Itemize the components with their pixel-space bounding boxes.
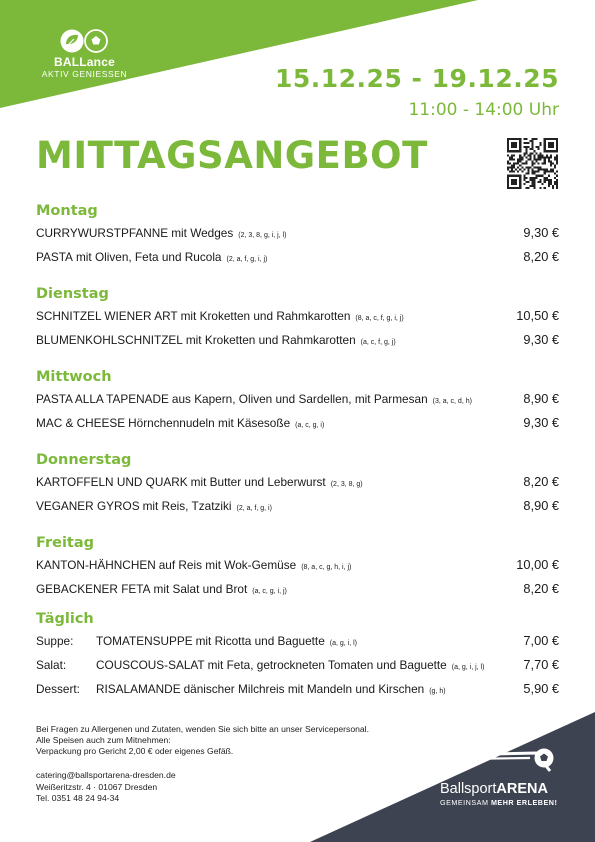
price: 8,90 € — [523, 391, 559, 406]
page-title: MITTAGSANGEBOT — [36, 134, 428, 177]
dish-name: BLUMENKOHLSCHNITZEL — [36, 333, 183, 347]
dish-name: COUSCOUS-SALAT — [96, 658, 205, 672]
dish-name: MAC & CHEESE — [36, 416, 126, 430]
arena-name-light: Ballsport — [440, 781, 497, 797]
dish-name: VEGANER GYROS — [36, 499, 140, 513]
menu-item — [36, 498, 559, 522]
price: 9,30 € — [523, 225, 559, 240]
arena-name-bold: ARENA — [496, 781, 548, 797]
dish-description: mit Feta, getrockneten Tomaten und Baguette — [207, 658, 447, 672]
menu-item — [36, 332, 559, 356]
ballance-logo-icon — [57, 28, 113, 54]
daily-item — [36, 657, 559, 681]
dish-description: mit Reis, Tzatziki — [142, 499, 232, 513]
dish-description: Hörnchennudeln mit Käsesoße — [128, 416, 291, 430]
menu-item — [36, 249, 559, 273]
day-heading: Dienstag — [36, 286, 109, 302]
info-line: Verpackung pro Gericht 2,00 € oder eigenes Gefäß. — [36, 746, 234, 756]
menu-item-text — [36, 416, 324, 430]
price: 8,20 € — [523, 474, 559, 489]
menu-item-text — [36, 499, 272, 513]
category-label: Suppe: — [36, 634, 74, 648]
menu-item — [36, 225, 559, 249]
allergen-codes: (2, 3, 8, g) — [330, 481, 363, 488]
dish-name: KARTOFFELN UND QUARK — [36, 475, 188, 489]
brand-name: BALLance — [54, 55, 115, 69]
menu-item — [36, 415, 559, 439]
dish-name: GEBACKENER FETA — [36, 582, 151, 596]
price: 8,90 € — [523, 498, 559, 513]
menu-item-text — [36, 558, 351, 572]
dish-description: mit Wedges — [171, 226, 234, 240]
daily-item — [36, 681, 559, 705]
info-line: Bei Fragen zu Allergenen und Zutaten, wenden Sie sich bitte an unser Servicepersonal. — [36, 724, 369, 734]
dish-description: auf Reis mit Wok-Gemüse — [158, 558, 297, 572]
menu-item — [36, 308, 559, 332]
menu-item — [36, 557, 559, 581]
menu-item-text — [36, 582, 287, 596]
dish-description: mit Butter und Leberwurst — [190, 475, 326, 489]
allergen-codes: (2, a, f, g, i) — [236, 505, 272, 512]
qr-code[interactable] — [507, 138, 558, 189]
dish-description: mit Salat und Brot — [153, 582, 248, 596]
ballsport-arena-logo — [440, 747, 565, 807]
menu-item-text — [36, 475, 363, 489]
allergen-codes: (8, a, c, f, g, i, j) — [355, 315, 404, 322]
menu-item — [36, 581, 559, 605]
price: 10,50 € — [516, 308, 559, 323]
allergen-codes: (a, c, f, g, j) — [360, 339, 396, 346]
dish-description: mit Ricotta und Baguette — [195, 634, 325, 648]
dish-name: PASTA ALLA TAPENADE — [36, 392, 169, 406]
menu-item-text — [36, 634, 357, 648]
price: 7,70 € — [523, 657, 559, 672]
arena-slogan-bold: MEHR ERLEBEN! — [490, 798, 558, 807]
day-section — [36, 366, 559, 439]
price: 10,00 € — [516, 557, 559, 572]
price: 9,30 € — [523, 415, 559, 430]
day-section — [36, 283, 559, 356]
time-range: 11:00 - 14:00 Uhr — [408, 100, 559, 120]
date-range: 15.12.25 - 19.12.25 — [274, 64, 559, 93]
menu-item — [36, 391, 559, 415]
dish-name: TOMATENSUPPE — [96, 634, 193, 648]
allergen-codes: (a, c, g, i, j) — [252, 588, 287, 595]
allergen-codes: (2, 3, 8, g, i, j, l) — [238, 232, 287, 239]
menu-item-text — [36, 309, 404, 323]
category-label: Salat: — [36, 658, 67, 672]
day-heading: Mittwoch — [36, 369, 112, 385]
day-heading: Freitag — [36, 535, 95, 551]
daily-heading: Täglich — [36, 611, 94, 627]
contact-address: Weißeritzstr. 4 · 01067 Dresden — [36, 781, 158, 792]
menu-item — [36, 474, 559, 498]
weekly-menu — [36, 200, 559, 615]
day-section — [36, 449, 559, 522]
dish-name: KANTON-HÄHNCHEN — [36, 558, 156, 572]
price: 9,30 € — [523, 332, 559, 347]
dish-description: mit Kroketten und Rahmkarotten — [180, 309, 351, 323]
info-line: Alle Speisen auch zum Mitnehmen: — [36, 735, 171, 745]
allergen-codes: (a, c, g, i) — [295, 422, 325, 429]
allergen-codes: (3, a, c, d, h) — [432, 398, 472, 405]
daily-section — [36, 608, 559, 705]
arena-roof-icon — [440, 747, 562, 775]
allergen-codes: (2, a, f, g, i, j) — [226, 256, 268, 263]
menu-item-text — [36, 682, 446, 696]
dish-name: PASTA — [36, 250, 73, 264]
price: 5,90 € — [523, 681, 559, 696]
contact-email[interactable]: catering@ballsportarena-dresden.de — [36, 770, 176, 780]
category-label: Dessert: — [36, 682, 80, 696]
price: 7,00 € — [523, 633, 559, 648]
menu-item-text — [36, 226, 287, 240]
dish-name: RISALAMANDE — [96, 682, 181, 696]
brand-tagline: AKTIV GENIESSEN — [41, 69, 128, 79]
dish-name: CURRYWURSTPFANNE — [36, 226, 169, 240]
arena-slogan-light: GEMEINSAM — [440, 798, 489, 807]
arena-slogan — [440, 798, 565, 807]
dish-name: SCHNITZEL WIENER ART — [36, 309, 178, 323]
dish-description: mit Kroketten und Rahmkarotten — [185, 333, 356, 347]
ballance-logo — [32, 28, 137, 79]
day-heading: Montag — [36, 203, 98, 219]
price: 8,20 € — [523, 249, 559, 264]
allergen-codes: (a, g, i, j, l) — [451, 664, 485, 671]
allergen-codes: (a, g, i, l) — [329, 640, 357, 647]
allergen-codes: (8, a, c, g, h, i, j) — [301, 564, 352, 571]
contact-phone[interactable]: Tel. 0351 48 24 94-34 — [36, 793, 120, 803]
day-section — [36, 200, 559, 273]
dish-description: aus Kapern, Oliven und Sardellen, mit Parmesan — [171, 392, 428, 406]
daily-item — [36, 633, 559, 657]
day-section — [36, 532, 559, 605]
menu-item-text — [36, 333, 396, 347]
arena-name — [440, 781, 565, 797]
menu-item-text — [36, 658, 484, 672]
price: 8,20 € — [523, 581, 559, 596]
dish-description: dänischer Milchreis mit Mandeln und Kirschen — [183, 682, 425, 696]
day-heading: Donnerstag — [36, 452, 132, 468]
allergen-codes: (g, h) — [429, 688, 446, 695]
menu-item-text — [36, 392, 472, 406]
menu-item-text — [36, 250, 267, 264]
dish-description: mit Oliven, Feta und Rucola — [75, 250, 222, 264]
